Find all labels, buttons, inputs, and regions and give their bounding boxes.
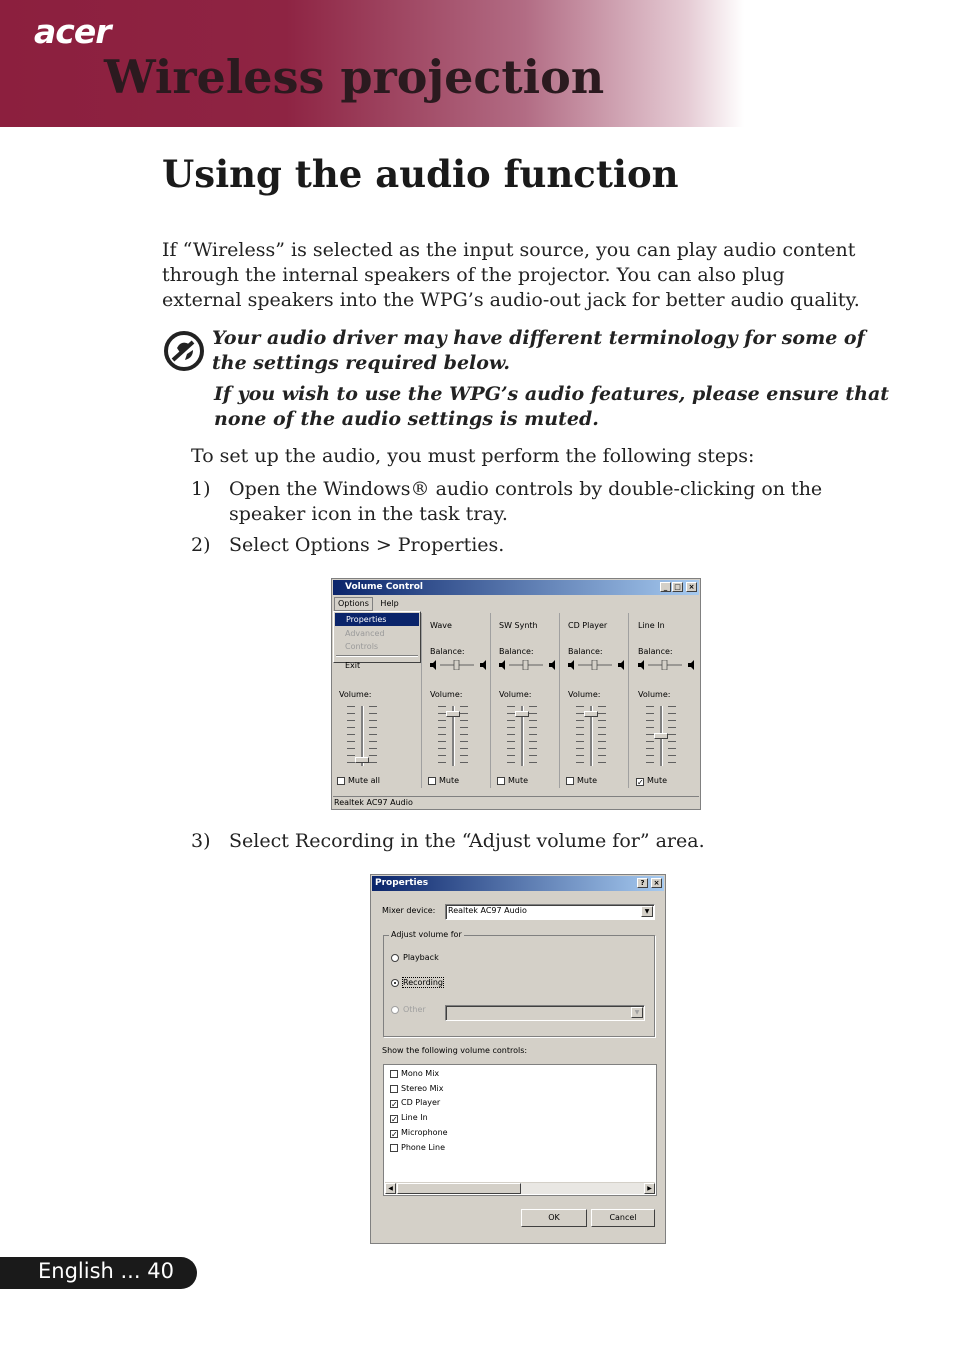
mixer-column: [632, 613, 698, 788]
section-title: Using the audio function: [162, 152, 679, 196]
mixer-column: [424, 613, 491, 788]
mute-label: Mute: [647, 776, 668, 785]
radio-icon: [391, 1006, 399, 1014]
help-button[interactable]: ?: [637, 878, 648, 888]
volume-slider-thumb[interactable]: [515, 711, 529, 717]
radio-icon[interactable]: [391, 979, 399, 987]
menu-help[interactable]: Help: [380, 599, 399, 608]
footer-label: English ... 40: [38, 1259, 174, 1283]
mute-checkbox[interactable]: [428, 776, 459, 785]
balance-slider[interactable]: [638, 660, 694, 670]
close-button[interactable]: ×: [686, 582, 697, 592]
mute-checkbox[interactable]: [337, 776, 380, 785]
list-item[interactable]: [390, 1069, 439, 1078]
dialog-title: Properties: [375, 878, 429, 888]
balance-slider[interactable]: [430, 660, 486, 670]
radio-icon[interactable]: [391, 954, 399, 962]
volume-label: Volume:: [430, 690, 463, 699]
cancel-button[interactable]: Cancel: [591, 1209, 655, 1227]
mute-checkbox[interactable]: [636, 776, 667, 786]
chevron-down-icon[interactable]: ▼: [641, 906, 653, 917]
window-title: Volume Control: [345, 582, 423, 592]
checkbox-icon[interactable]: [390, 1085, 398, 1093]
list-item[interactable]: [390, 1084, 443, 1093]
chapter-title: Wireless projection: [104, 50, 605, 104]
list-item-label: Microphone: [401, 1127, 448, 1137]
scroll-left-icon[interactable]: ◀: [385, 1183, 396, 1194]
channel-name: Line In: [638, 621, 665, 630]
checkbox-icon[interactable]: ✓: [637, 778, 644, 787]
radio-other: [391, 1005, 426, 1014]
list-item-label: Stereo Mix: [401, 1083, 444, 1093]
list-item-label: Line In: [401, 1113, 428, 1123]
volume-label: Volume:: [339, 690, 372, 699]
checkbox-icon[interactable]: [390, 1144, 398, 1152]
menu-item-advanced-controls: Advanced Controls: [345, 629, 385, 651]
volume-slider-thumb[interactable]: [355, 757, 369, 763]
radio-playback[interactable]: [391, 953, 439, 962]
title-bar: [372, 876, 664, 891]
steps-intro: To set up the audio, you must perform the following steps:: [191, 445, 755, 467]
status-bar: Realtek AC97 Audio: [333, 796, 699, 808]
mixer-column: [493, 613, 560, 788]
note-line-2: If you wish to use the WPG’s audio features, please ensure that none of the audio settings is muted.: [214, 383, 890, 430]
properties-dialog: [370, 874, 666, 1244]
volume-control-window: [331, 578, 701, 810]
volume-slider-thumb[interactable]: [446, 711, 460, 717]
other-device-select: [445, 1005, 645, 1021]
checkbox-icon[interactable]: [390, 1070, 398, 1078]
menu-item-properties[interactable]: Properties: [335, 613, 419, 626]
show-controls-label: Show the following volume controls:: [382, 1046, 528, 1055]
minimize-button[interactable]: _: [660, 582, 671, 592]
checkbox-icon[interactable]: [497, 777, 505, 785]
chevron-down-icon: ▼: [631, 1007, 643, 1018]
adjust-volume-label: Adjust volume for: [391, 930, 462, 939]
volume-label: Volume:: [568, 690, 601, 699]
list-item-label: Mono Mix: [401, 1069, 440, 1078]
checkbox-icon[interactable]: [428, 777, 436, 785]
menu-item-exit[interactable]: Exit: [345, 661, 361, 670]
step-number: 1): [191, 478, 211, 500]
radio-recording[interactable]: [391, 978, 443, 987]
note-block: [212, 326, 902, 432]
list-item-label: Phone Line: [401, 1142, 445, 1152]
intro-paragraph: If “Wireless” is selected as the input source, you can play audio content through the internal speakers of the projector. You can also plug external speakers into the WPG’s audio-out jack for better audio quality.: [162, 239, 860, 311]
options-dropdown: [333, 611, 421, 670]
mute-label: Mute: [439, 776, 460, 785]
radio-label: Other: [403, 1005, 426, 1014]
checkbox-icon[interactable]: ✓: [391, 1129, 398, 1139]
volume-label: Volume:: [499, 690, 532, 699]
mixer-device-select[interactable]: [445, 904, 655, 920]
chapter-header: [0, 0, 954, 127]
channel-name: Wave: [430, 621, 452, 630]
list-item[interactable]: [390, 1128, 448, 1138]
note-line-1: Your audio driver may have different terminology for some of the settings required below.: [212, 327, 865, 374]
menu-bar: [334, 597, 404, 609]
volume-controls-list[interactable]: [383, 1064, 657, 1196]
note-icon: [163, 330, 205, 372]
scroll-thumb[interactable]: [397, 1183, 521, 1194]
mute-checkbox[interactable]: [566, 776, 597, 785]
mixer-device-label: Mixer device:: [382, 906, 436, 915]
mute-checkbox[interactable]: [497, 776, 528, 785]
close-button[interactable]: ×: [651, 878, 662, 888]
checkbox-icon[interactable]: ✓: [391, 1100, 398, 1110]
balance-label: Balance:: [568, 647, 603, 656]
balance-label: Balance:: [430, 647, 465, 656]
mute-label: Mute: [508, 776, 529, 785]
mute-label: Mute all: [348, 776, 380, 785]
ok-button[interactable]: OK: [521, 1209, 587, 1227]
step-text: Select Options > Properties.: [229, 534, 505, 556]
step-text: Open the Windows® audio controls by double-clicking on the speaker icon in the task tray.: [229, 478, 823, 525]
volume-slider-thumb[interactable]: [654, 733, 668, 739]
page-footer: [0, 1257, 197, 1289]
step-text: Select Recording in the “Adjust volume for” area.: [229, 830, 705, 852]
volume-slider-thumb[interactable]: [584, 711, 598, 717]
balance-slider[interactable]: [499, 660, 555, 670]
checkbox-icon[interactable]: [337, 777, 345, 785]
maximize-button[interactable]: □: [672, 582, 683, 592]
checkbox-icon[interactable]: [566, 777, 574, 785]
scroll-right-icon[interactable]: ▶: [644, 1183, 655, 1194]
horizontal-scrollbar[interactable]: [385, 1182, 655, 1194]
title-bar: [333, 580, 699, 595]
balance-slider[interactable]: [568, 660, 624, 670]
step-number: 3): [191, 830, 211, 852]
list-item-label: CD Player: [401, 1098, 441, 1108]
list-item[interactable]: [390, 1113, 428, 1123]
channel-name: SW Synth: [499, 621, 538, 630]
checkbox-icon[interactable]: ✓: [391, 1115, 398, 1125]
acer-logo: acer: [34, 12, 111, 51]
balance-label: Balance:: [499, 647, 534, 656]
balance-label: Balance:: [638, 647, 673, 656]
radio-label: Recording: [403, 978, 444, 987]
mixer-device-value: Realtek AC97 Audio: [448, 906, 527, 915]
radio-label: Playback: [403, 953, 439, 962]
volume-label: Volume:: [638, 690, 671, 699]
step-number: 2): [191, 534, 211, 556]
mute-label: Mute: [577, 776, 598, 785]
mixer-column: [562, 613, 629, 788]
list-item[interactable]: [390, 1098, 440, 1108]
channel-name: CD Player: [568, 621, 608, 630]
menu-options[interactable]: Options: [334, 597, 373, 611]
list-item[interactable]: [390, 1143, 445, 1152]
